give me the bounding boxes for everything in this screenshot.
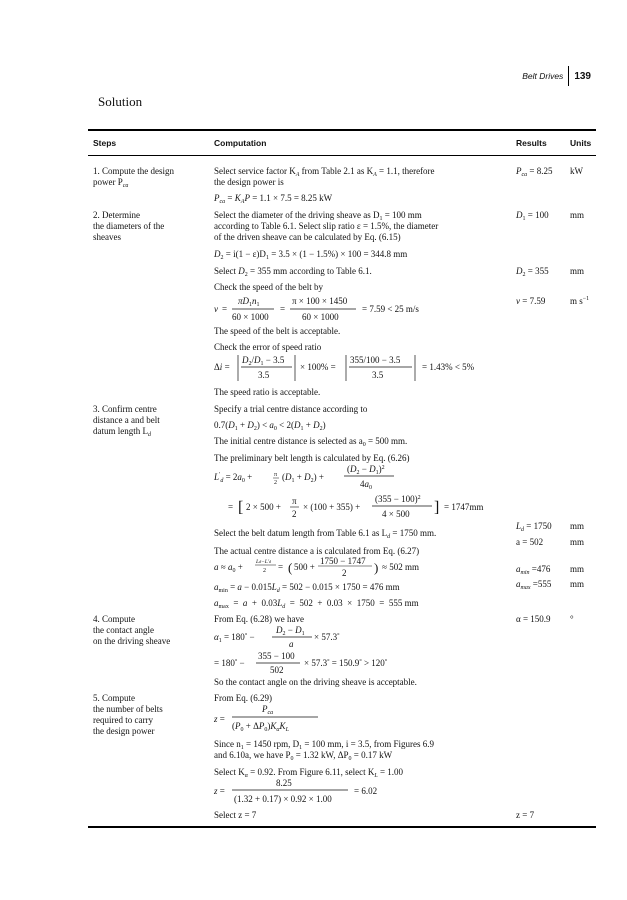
- svg-text:2: 2: [274, 480, 277, 486]
- step-4: 4. Compute the contact angle on the driving sheave: [93, 614, 171, 646]
- belt-length-equation: [212, 462, 512, 522]
- unit-mm: mm: [570, 210, 585, 220]
- comp-line: So the contact angle on the driving sheave is acceptable.: [214, 677, 417, 687]
- svg-text:v: v: [214, 304, 218, 314]
- table-bottom-rule: [88, 826, 596, 828]
- svg-text:=: =: [280, 304, 286, 314]
- step-2: 2. Determine the diameters of the sheaves: [93, 210, 165, 242]
- svg-text:): ): [374, 560, 379, 575]
- svg-text:Pca: $P_{ca}$: [262, 704, 274, 716]
- svg-text:[: [: [238, 499, 244, 516]
- svg-text:502: 502: [270, 665, 284, 675]
- svg-text:= 1.43% < 5%: = 1.43% < 5%: [422, 362, 475, 372]
- svg-text:=: =: [222, 304, 228, 314]
- svg-text:L′d = 2a0 +: $L'_d = 2a_0$ +: [214, 472, 253, 484]
- svg-text:D2 − D1: $D_2 - D_1$: [276, 625, 305, 637]
- unit-degree: °: [570, 614, 574, 624]
- svg-text:3.5: 3.5: [258, 370, 270, 380]
- svg-text:4 × 500: 4 × 500: [382, 509, 410, 519]
- svg-text:2: 2: [263, 568, 266, 574]
- col-steps: Steps: [93, 138, 117, 148]
- comp-line: The speed ratio is acceptable.: [214, 387, 321, 397]
- svg-text:≈ 502 mm: ≈ 502 mm: [382, 562, 419, 572]
- unit-mm: mm: [570, 579, 585, 589]
- svg-text:2: 2: [342, 568, 347, 578]
- design-power-formula: $P_{ca} = K_AP = 1.1 \times 7.5 = 8.25$ kW: [214, 193, 333, 205]
- svg-text:500 +: 500 +: [294, 562, 315, 572]
- svg-text:D2/D1 − 3.5: $D_2/D_1 - 3.5$: [242, 355, 285, 367]
- svg-text:π: π: [274, 472, 278, 478]
- svg-text:(D1 + D2) +: $(D_1 + D_2)$ +: [282, 472, 324, 484]
- result-a: a = 502: [516, 537, 544, 547]
- svg-text:α1 = 180° −: $\alpha_1 = 180^\circ$ −: [214, 632, 255, 644]
- svg-text:2 × 500 +: 2 × 500 +: [246, 502, 281, 512]
- comp-line: the design power is: [214, 177, 284, 187]
- chapter-title: Belt Drives: [522, 71, 564, 81]
- comp-line: according to Table 6.1. Select slip ratio ε = 1.5%, the diameter: [214, 221, 439, 231]
- comp-line: From Eq. (6.29): [214, 693, 272, 703]
- svg-text:× 57.3° = 150.9° > 120°: × 57.3° = 150.9° > 120°: [304, 658, 388, 668]
- svg-text:= 1747mm: = 1747mm: [444, 502, 484, 512]
- svg-text:2: 2: [292, 509, 297, 519]
- unit-mm: mm: [570, 521, 585, 531]
- svg-text:= 180° −: = 180° −: [214, 658, 245, 668]
- svg-text:πD1n1: $\pi D_1n_1$: [238, 296, 260, 308]
- svg-text:60 × 1000: 60 × 1000: [302, 312, 339, 322]
- unit-mm: mm: [570, 266, 585, 276]
- svg-text:= 7.59 < 25 m/s: = 7.59 < 25 m/s: [362, 304, 419, 314]
- svg-text:(: (: [288, 560, 293, 575]
- svg-text:× (100 + 355) +: × (100 + 355) +: [303, 502, 361, 512]
- col-units: Units: [570, 138, 592, 148]
- comp-line: Select the belt datum length from Table 6.1 as $L_d = 1750$ mm.: [214, 528, 437, 540]
- comp-line: Check the speed of the belt by: [214, 282, 323, 292]
- page-number: 139: [574, 70, 591, 82]
- svg-text:(1.32 + 0.17) × 0.92 × 1.00: (1.32 + 0.17) × 0.92 × 1.00: [234, 794, 332, 804]
- svg-text:]: ]: [434, 499, 440, 516]
- result-alpha: α = 150.9: [516, 614, 551, 624]
- svg-text:Ld−L′d: Ld−L′d: [256, 559, 272, 565]
- belt-speed-equation: [212, 292, 502, 328]
- amax-formula: $a_{max} = a + 0.03L_d = 502 + 0.03 \times 1750 = 555$ mm: [214, 598, 419, 610]
- result-d2: $D_2 = 355$: [516, 266, 549, 278]
- contact-angle-equation: [212, 622, 512, 678]
- speed-ratio-error-equation: [212, 352, 512, 384]
- belt-number-numeric-equation: [212, 777, 512, 807]
- svg-text:a ≈ a0 +: $a \approx a_0$ +: [214, 562, 243, 574]
- step-3: 3. Confirm centre distance a and belt datum length $L_d$: [93, 404, 160, 438]
- result-amax: $a_{max} =555$: [516, 579, 552, 591]
- svg-text:(P0 + ΔP0)KαKL: $(P_0 + \Delta P_0)K_\alpha K_L$: [232, 721, 289, 733]
- svg-text:=: =: [278, 562, 284, 572]
- comp-line: Specify a trial centre distance according to: [214, 404, 368, 414]
- svg-text:× 100% =: × 100% =: [300, 362, 336, 372]
- belt-number-equation: [212, 702, 512, 736]
- comp-line: and 6.10a, we have $P_0 = 1.32$ kW, $\Delta P_0 = 0.17$ kW: [214, 750, 393, 762]
- step-1: 1. Compute the design power $P_{ca}$: [93, 166, 174, 189]
- trial-centre-inequality: $0.7(D_1 + D_2) < a_0 < 2(D_1 + D_2)$: [214, 420, 326, 432]
- svg-text:(355 − 100)2: $(355 - 100)^2$: [375, 494, 421, 504]
- amin-formula: $a_{min} = a - 0.015L_d = 502 - 0.015 \times 1750 = 476$ mm: [214, 582, 400, 594]
- svg-text:4a0: $4a_0$: [360, 479, 372, 491]
- comp-line: The actual centre distance a is calculated from Eq. (6.27): [214, 546, 420, 556]
- result-amin: $a_{min} =476$: [516, 564, 551, 576]
- svg-text:z =: z =: [214, 714, 225, 724]
- result-ld: $L_d = 1750$: [516, 521, 552, 533]
- svg-text:355 − 100: 355 − 100: [258, 651, 295, 661]
- svg-text:z =: z =: [214, 786, 225, 796]
- header-rule: [88, 155, 596, 156]
- col-computation: Computation: [214, 138, 267, 148]
- d2-formula: $D_2 = i(1 - \varepsilon)D_1 = 3.5 \times (1 - 1.5\%) \times 100 = 344.8$ mm: [214, 249, 408, 261]
- comp-line: Select the diameter of the driving sheave as $D_1 = 100$ mm: [214, 210, 422, 222]
- svg-text:= 6.02: = 6.02: [354, 786, 378, 796]
- comp-line: Check the error of speed ratio: [214, 342, 322, 352]
- comp-line: The initial centre distance is selected as $a_0 = 500$ mm.: [214, 436, 408, 448]
- unit-mm: mm: [570, 537, 585, 547]
- svg-text:355/100 − 3.5: 355/100 − 3.5: [350, 355, 401, 365]
- running-header: [522, 66, 591, 86]
- section-title: Solution: [98, 94, 143, 109]
- svg-text:3.5: 3.5: [372, 370, 384, 380]
- svg-text:60 × 1000: 60 × 1000: [232, 312, 269, 322]
- svg-text:Δi =: Δi =: [214, 362, 230, 372]
- result-z: z = 7: [516, 810, 535, 820]
- step-5: 5. Compute the number of belts required to carry the design power: [93, 693, 163, 736]
- comp-line: of the driven sheave can be calculated by Eq. (6.15): [214, 232, 401, 242]
- comp-line: Since $n_1 = 1450$ rpm, $D_1 = 100$ mm, i = 3.5, from Figures 6.9: [214, 739, 434, 751]
- comp-line: Select $D_2 = 355$ mm according to Table 6.1.: [214, 266, 372, 278]
- col-results: Results: [516, 138, 547, 148]
- comp-line: The speed of the belt is acceptable.: [214, 326, 341, 336]
- svg-text:π: π: [292, 496, 297, 506]
- comp-line: Select service factor $K_A$ from Table 2.1 as $K_A = 1.1$, therefore: [214, 166, 435, 178]
- comp-line: The preliminary belt length is calculated by Eq. (6.26): [214, 453, 410, 463]
- svg-text:8.25: 8.25: [276, 778, 292, 788]
- centre-distance-equation: [212, 556, 512, 580]
- result-pca: $P_{ca} = 8.25$: [516, 166, 553, 178]
- comp-line: From Eq. (6.28) we have: [214, 614, 304, 624]
- unit-mm: mm: [570, 564, 585, 574]
- unit-kw: kW: [570, 166, 583, 176]
- table-top-rule: [88, 129, 596, 131]
- svg-text:(D2 − D1)2: $(D_2 - D_1)^2$: [347, 464, 385, 476]
- svg-text:× 57.3°: × 57.3°: [314, 632, 340, 642]
- svg-text:1750 − 1747: 1750 − 1747: [320, 556, 366, 566]
- result-v: v = 7.59: [516, 296, 546, 306]
- svg-text:a: a: [289, 639, 294, 649]
- result-d1: $D_1 = 100$: [516, 210, 549, 222]
- svg-text:π × 100 × 1450: π × 100 × 1450: [292, 296, 348, 306]
- svg-text:=: =: [228, 502, 234, 512]
- unit-ms: m $s^{-1}$: [570, 296, 590, 306]
- comp-line: Select z = 7: [214, 810, 257, 820]
- comp-line: Select $K_\alpha = 0.92$. From Figure 6.11, select $K_L = 1.00$: [214, 767, 404, 779]
